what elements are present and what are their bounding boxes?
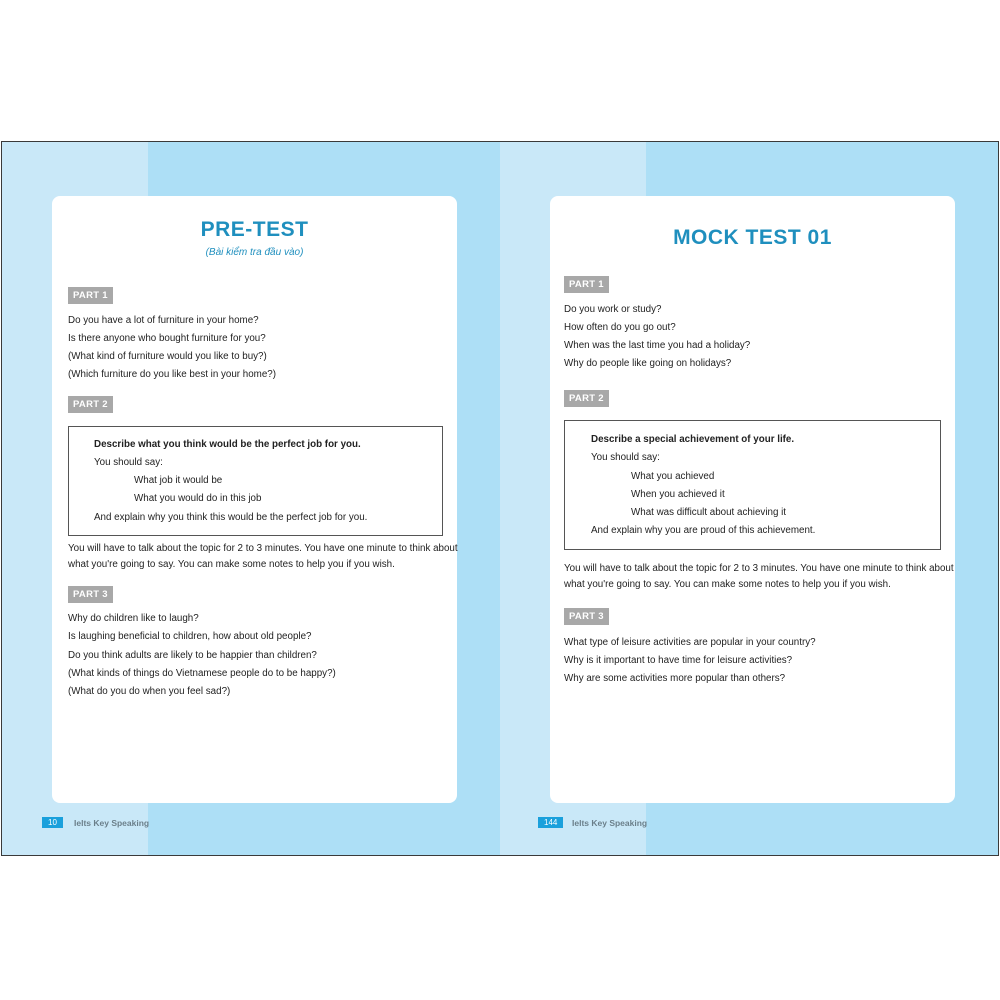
page-title: MOCK TEST 01 [673,226,832,249]
question: Why do children like to laugh? [68,613,199,624]
cue-card-point: What you would do in this job [134,493,262,504]
page-number-badge: 10 [42,817,63,828]
left-content-card [52,196,457,803]
left-page [2,142,500,855]
cue-card-point: What you achieved [631,471,715,482]
instructions-line: what you're going to say. You can make some notes to help you if you wish. [68,559,395,570]
question: Do you think adults are likely to be happier than children? [68,650,317,661]
question: Why is it important to have time for leisure activities? [564,655,793,666]
cue-card-title: Describe what you think would be the perfect job for you. [94,439,361,450]
cue-card-point: What was difficult about achieving it [631,507,787,518]
question: (What do you do when you feel sad?) [68,686,231,697]
question: Is laughing beneficial to children, how about old people? [68,631,312,642]
question: Do you work or study? [564,304,662,315]
part3-label: PART 3 [564,608,609,625]
part2-label: PART 2 [68,396,113,413]
part1-label: PART 1 [68,287,113,304]
part3-label: PART 3 [68,586,113,603]
question: Do you have a lot of furniture in your home? [68,315,259,326]
cue-card-explain: And explain why you are proud of this achievement. [591,525,816,536]
footer-book-title: Ielts Key Speaking [572,818,648,828]
instructions-line: You will have to talk about the topic for 2 to 3 minutes. You have one minute to think about [564,563,954,574]
question: (What kind of furniture would you like to buy?) [68,351,267,362]
cue-card-box [68,426,443,536]
page-title: PRE-TEST [200,218,309,241]
footer-book-title: Ielts Key Speaking [74,818,150,828]
part2-label: PART 2 [564,390,609,407]
question: Is there anyone who bought furniture for you? [68,333,266,344]
page-number-badge: 144 [538,817,563,828]
question: (Which furniture do you like best in your home?) [68,369,277,380]
instructions-line: what you're going to say. You can make some notes to help you if you wish. [564,579,891,590]
cue-card-title: Describe a special achievement of your life. [591,434,795,445]
cue-card-box [564,420,941,550]
question: When was the last time you had a holiday? [564,340,751,351]
question: Why do people like going on holidays? [564,358,732,369]
page-subtitle: (Bài kiểm tra đầu vào) [205,247,304,258]
question: Why are some activities more popular than others? [564,673,786,684]
question: (What kinds of things do Vietnamese people do to be happy?) [68,668,336,679]
cue-card-should-say: You should say: [591,452,660,463]
instructions-line: You will have to talk about the topic for 2 to 3 minutes. You have one minute to think about [68,543,458,554]
right-content-card [550,196,955,803]
part1-label: PART 1 [564,276,609,293]
question: How often do you go out? [564,322,676,333]
right-page [500,142,998,855]
cue-card-point: When you achieved it [631,489,725,500]
cue-card-point: What job it would be [134,475,223,486]
book-spread [1,141,999,856]
cue-card-explain: And explain why you think this would be the perfect job for you. [94,512,368,523]
question: What type of leisure activities are popular in your country? [564,637,816,648]
cue-card-should-say: You should say: [94,457,163,468]
